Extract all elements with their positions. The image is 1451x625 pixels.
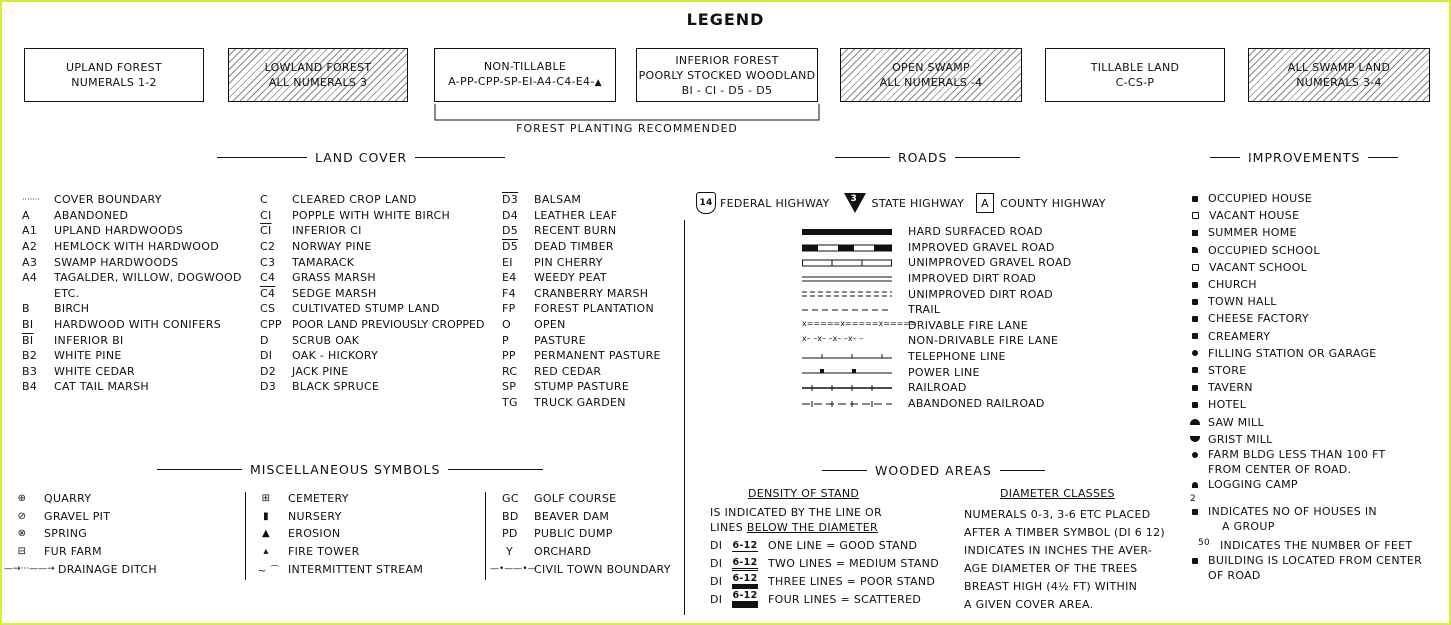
density-intro-1: IS INDICATED BY THE LINE OR [710, 506, 882, 519]
list-item: VACANT SCHOOL [1192, 259, 1377, 276]
church-icon [1192, 282, 1198, 288]
list-item: RAILROAD [802, 380, 1072, 396]
saw-mill-icon [1190, 419, 1200, 425]
box-lowland-line1: LOWLAND FOREST [264, 61, 372, 74]
nursery-icon: ▮ [263, 510, 269, 522]
intermittent-stream-icon: ~ ⌒ [257, 565, 281, 577]
civil-town-boundary-icon: —•——•— [490, 564, 537, 575]
building-distance-icon [1192, 558, 1198, 564]
spacer [1182, 202, 1183, 232]
logging-camp-icon [1192, 482, 1198, 488]
column-divider [684, 220, 685, 615]
list-item: —→···——→ DRAINAGE DITCH [4, 562, 157, 576]
list-item: GC GOLF COURSE [502, 492, 617, 506]
diameter-line: INDICATES IN INCHES THE AVER- [964, 543, 1153, 557]
list-item: ⊟ FUR FARM [14, 543, 157, 561]
list-item: GRIST MILL [1192, 431, 1377, 448]
feet-note: INDICATES THE NUMBER OF FEET BUILDING IS LOCATED FROM CENTER OF ROAD [1192, 538, 1422, 583]
hard-surfaced-road-icon [802, 227, 897, 237]
box-inferior-line3: BI - CI - D5 - D5 [681, 83, 773, 97]
box-nontill-line2: A-PP-CPP-SP-EI-A4-C4-E4-▲ [448, 75, 602, 88]
tavern-icon [1192, 385, 1198, 391]
land-cover-col1 [22, 192, 242, 395]
roads-list [802, 224, 1072, 411]
county-highway-label: COUNTY HIGHWAY [1000, 196, 1106, 210]
erosion-icon: ▲ [262, 528, 270, 540]
farm-bldg-icon [1192, 452, 1198, 458]
box-tillable-line1: TILLABLE LAND [1090, 61, 1180, 74]
telephone-line-icon [802, 352, 897, 362]
list-item: HARD SURFACED ROAD [802, 224, 1072, 240]
improved-dirt-road-icon [802, 274, 897, 284]
box-nontill-line1: NON-TILLABLE [483, 60, 567, 73]
land-cover-col2 [260, 192, 484, 395]
box-openswamp-line1: OPEN SWAMP [892, 61, 970, 74]
list-item: CHURCH [1192, 276, 1377, 293]
list-item: DI OAK - HICKORY [260, 349, 379, 363]
state-highway-icon: 3 [844, 193, 866, 213]
list-item: POWER LINE [802, 364, 1072, 380]
list-item: B BIRCH [22, 302, 90, 316]
list-item: D2 JACK PINE [260, 364, 349, 378]
farm-bldg-note: FARM BLDG LESS THAN 100 FT FROM CENTER OF ROAD. [1192, 447, 1386, 477]
list-item: A4 TAGALDER, WILLOW, DOGWOOD [22, 271, 242, 285]
triangle-icon: ▲ [594, 78, 602, 88]
list-item: DI 6-12 FOUR LINES = SCATTERED [710, 590, 939, 608]
list-item: A2 HEMLOCK WITH HARDWOOD [22, 240, 219, 254]
list-item: B2 WHITE PINE [22, 349, 122, 363]
list-item: D SCRUB OAK [260, 333, 360, 347]
filling-station-icon [1192, 350, 1198, 356]
list-item: Y ORCHARD [506, 545, 592, 559]
list-item: HOTEL [1192, 396, 1377, 413]
diameter-line: AGE DIAMETER OF THE TREES [964, 561, 1138, 575]
list-item: B4 CAT TAIL MARSH [22, 380, 149, 394]
list-item: PP PERMANENT PASTURE [502, 349, 661, 363]
list-item: C CLEARED CROP LAND [260, 193, 417, 207]
list-item: TOWN HALL [1192, 293, 1377, 310]
list-item: IMPROVED DIRT ROAD [802, 271, 1072, 287]
fire-tower-icon: ▴ [263, 546, 269, 558]
list-item: PD PUBLIC DUMP [502, 527, 613, 541]
gravel-pit-icon: ⊘ [17, 510, 27, 522]
town-hall-icon [1192, 299, 1198, 305]
list-item: CPP POOR LAND PREVIOUSLY CROPPED [260, 318, 485, 332]
list-item: A ABANDONED [22, 208, 129, 222]
list-item: C2 NORWAY PINE [260, 240, 372, 254]
drainage-ditch-icon: —→···——→ [4, 564, 55, 575]
list-item: D3 BALSAM [502, 193, 582, 207]
county-highway-icon: A [976, 193, 994, 213]
diameter-line: BREAST HIGH (4½ FT) WITHIN [964, 579, 1138, 593]
list-item: CREAMERY [1192, 328, 1377, 345]
list-item: ETC. [54, 286, 80, 300]
list-item: DI 6-12 THREE LINES = POOR STAND [710, 573, 936, 588]
federal-highway-label: FEDERAL HIGHWAY [720, 196, 830, 210]
list-item: C4 GRASS MARSH [260, 271, 376, 285]
list-item: D5 RECENT BURN [502, 224, 617, 238]
list-item: F4 CRANBERRY MARSH [502, 286, 649, 300]
list-item: O OPEN [502, 318, 566, 332]
box-tillable-land [1045, 48, 1225, 102]
unimproved-gravel-road-icon [802, 258, 897, 268]
federal-highway-icon: 14 [696, 192, 716, 214]
highway-row [696, 192, 1106, 214]
drivable-fire-lane-icon: x=====x=====x===== [802, 318, 917, 328]
box-upland-line2: NUMERALS 1-2 [71, 76, 157, 89]
list-item: C4 SEDGE MARSH [260, 286, 377, 300]
list-item: BD BEAVER DAM [502, 509, 610, 523]
list-item: C3 TAMARACK [260, 255, 355, 269]
houses-note: INDICATES NO OF HOUSES IN A GROUP [1192, 504, 1377, 534]
diameter-line: A GIVEN COVER AREA. [964, 597, 1094, 611]
box-inferior-forest [636, 48, 818, 102]
unimproved-dirt-road-icon [802, 289, 897, 299]
logging-camp-note: LOGGING CAMP [1192, 478, 1298, 491]
list-item: DI 6-12 TWO LINES = MEDIUM STAND [710, 556, 939, 571]
misc-col1 [4, 490, 157, 578]
fur-farm-icon: ⊟ [17, 546, 27, 558]
box-inferior-line2: POORLY STOCKED WOODLAND [638, 68, 816, 82]
list-item: ⊞ CEMETERY [258, 490, 423, 508]
list-item: x– –x– –x– –x– – NON-DRIVABLE FIRE LANE [802, 334, 1059, 348]
quarry-icon: ⊕ [17, 493, 27, 505]
list-item: TG TRUCK GARDEN [502, 396, 626, 410]
box-lowland-forest [228, 48, 408, 102]
list-item: OCCUPIED HOUSE [1192, 190, 1377, 207]
list-item: RC RED CEDAR [502, 364, 602, 378]
list-item: $\overline{CI}$ INFERIOR CI [260, 224, 362, 238]
store-icon [1192, 367, 1198, 373]
list-item: D4 LEATHER LEAF [502, 208, 618, 222]
list-item: SP STUMP PASTURE [502, 380, 630, 394]
misc-divider-1 [245, 492, 246, 580]
grist-mill-icon [1190, 436, 1200, 442]
list-item: D5 DEAD TIMBER [502, 240, 614, 254]
land-cover-col3 [502, 192, 661, 410]
list-item: —•——•— CIVIL TOWN BOUNDARY [490, 562, 671, 576]
railroad-icon [802, 383, 897, 393]
box-non-tillable [434, 48, 616, 102]
list-item: ⊗ SPRING [14, 525, 157, 543]
occupied-school-icon [1192, 247, 1198, 253]
diameter-line: NUMERALS 0-3, 3-6 ETC PLACED [964, 507, 1151, 521]
houses-number: 2 [1190, 494, 1197, 504]
creamery-icon [1192, 333, 1198, 339]
list-item: VACANT HOUSE [1192, 207, 1377, 224]
density-list [710, 537, 939, 608]
list-item: FILLING STATION OR GARAGE [1192, 345, 1377, 362]
list-item: ▮ NURSERY [258, 508, 423, 526]
hotel-icon [1192, 402, 1198, 408]
box-openswamp-line2: ALL NUMERALS -4 [879, 76, 983, 89]
box-allswamp-line1: ALL SWAMP LAND [1287, 61, 1391, 74]
list-item: ~ ⌒ INTERMITTENT STREAM [258, 560, 423, 578]
density-title: DENSITY OF STAND [748, 487, 860, 500]
misc-col2 [258, 490, 423, 578]
list-item: UNIMPROVED GRAVEL ROAD [802, 255, 1072, 271]
vacant-house-icon [1192, 212, 1199, 219]
legend-title: LEGEND [686, 10, 765, 29]
list-item: $\overline{BI}$ INFERIOR BI [22, 333, 124, 347]
list-item: TELEPHONE LINE [802, 349, 1072, 365]
diameter-text [964, 505, 1165, 613]
list-item: UNIMPROVED DIRT ROAD [802, 286, 1072, 302]
diameter-title: DIAMETER CLASSES [1000, 487, 1115, 500]
list-item: ▴ FIRE TOWER [258, 543, 423, 561]
list-item: BI HARDWOOD WITH CONIFERS [22, 318, 221, 332]
list-item: P PASTURE [502, 333, 586, 347]
density-intro-2: LINES BELOW THE DIAMETER [710, 521, 878, 534]
forest-planting-label: FOREST PLANTING RECOMMENDED [516, 122, 738, 135]
cemetery-icon: ⊞ [261, 493, 271, 505]
state-highway-label: STATE HIGHWAY [871, 196, 965, 210]
list-item: ABANDONED RAILROAD [802, 396, 1072, 412]
box-allswamp-line2: NUMERALS 3-4 [1296, 76, 1382, 89]
list-item: CHEESE FACTORY [1192, 310, 1377, 327]
roads-header: ROADS [835, 150, 1020, 165]
cheese-factory-icon [1192, 316, 1198, 322]
abandoned-railroad-icon [802, 399, 897, 409]
summer-home-icon [1192, 230, 1198, 236]
improvements-list [1192, 190, 1377, 448]
list-item: SAW MILL [1192, 413, 1377, 430]
list-item: TRAIL [802, 302, 1072, 318]
misc-col3 [490, 490, 671, 578]
house-group-icon [1192, 509, 1198, 515]
list-item: CS CULTIVATED STUMP LAND [260, 302, 440, 316]
list-item: FP FOREST PLANTATION [502, 302, 655, 316]
list-item: A1 UPLAND HARDWOODS [22, 224, 184, 238]
wooded-areas-header: WOODED AREAS [822, 463, 1045, 478]
land-cover-header: LAND COVER [217, 150, 505, 165]
box-lowland-line2: ALL NUMERALS 3 [268, 76, 368, 89]
list-item: x=====x=====x===== DRIVABLE FIRE LANE [802, 318, 1028, 332]
box-inferior-line1: INFERIOR FOREST [675, 53, 779, 67]
list-item: STORE [1192, 362, 1377, 379]
list-item: ⊘ GRAVEL PIT [14, 508, 157, 526]
list-item: TAVERN [1192, 379, 1377, 396]
box-all-swamp-land [1248, 48, 1430, 102]
vacant-school-icon [1192, 264, 1199, 271]
list-item: IMPROVED GRAVEL ROAD [802, 240, 1072, 256]
list-item: ······· COVER BOUNDARY [22, 193, 162, 207]
list-item: A3 SWAMP HARDWOODS [22, 255, 179, 269]
list-item: CI POPPLE WITH WHITE BIRCH [260, 208, 451, 222]
misc-header: MISCELLANEOUS SYMBOLS [157, 462, 543, 477]
list-item: SUMMER HOME [1192, 224, 1377, 241]
feet-number: 50 [1198, 538, 1211, 548]
occupied-house-icon [1192, 196, 1198, 202]
list-item: D3 BLACK SPRUCE [260, 380, 380, 394]
box-upland-forest [24, 48, 204, 102]
improved-gravel-road-icon [802, 243, 897, 253]
trail-icon [802, 305, 897, 315]
box-open-swamp [840, 48, 1022, 102]
box-upland-line1: UPLAND FOREST [66, 61, 162, 74]
box-tillable-line2: C-CS-P [1115, 76, 1155, 89]
cover-boundary-symbol: ······· [22, 195, 40, 205]
spring-icon: ⊗ [17, 528, 27, 540]
forest-planting-bracket [434, 102, 820, 124]
power-line-icon [802, 367, 897, 377]
improvements-header: IMPROVEMENTS [1210, 150, 1398, 165]
misc-divider-2 [485, 492, 486, 580]
list-item: DI 6-12 ONE LINE = GOOD STAND [710, 539, 918, 553]
list-item: E4 WEEDY PEAT [502, 271, 607, 285]
list-item: OCCUPIED SCHOOL [1192, 242, 1377, 259]
list-item: EI PIN CHERRY [502, 255, 603, 269]
list-item: ⊕ QUARRY [14, 490, 157, 508]
list-item: B3 WHITE CEDAR [22, 364, 135, 378]
list-item: ▲ EROSION [258, 525, 423, 543]
non-drivable-fire-lane-icon: x– –x– –x– –x– – [802, 334, 864, 344]
diameter-line: AFTER A TIMBER SYMBOL (DI 6 12) [964, 525, 1165, 539]
